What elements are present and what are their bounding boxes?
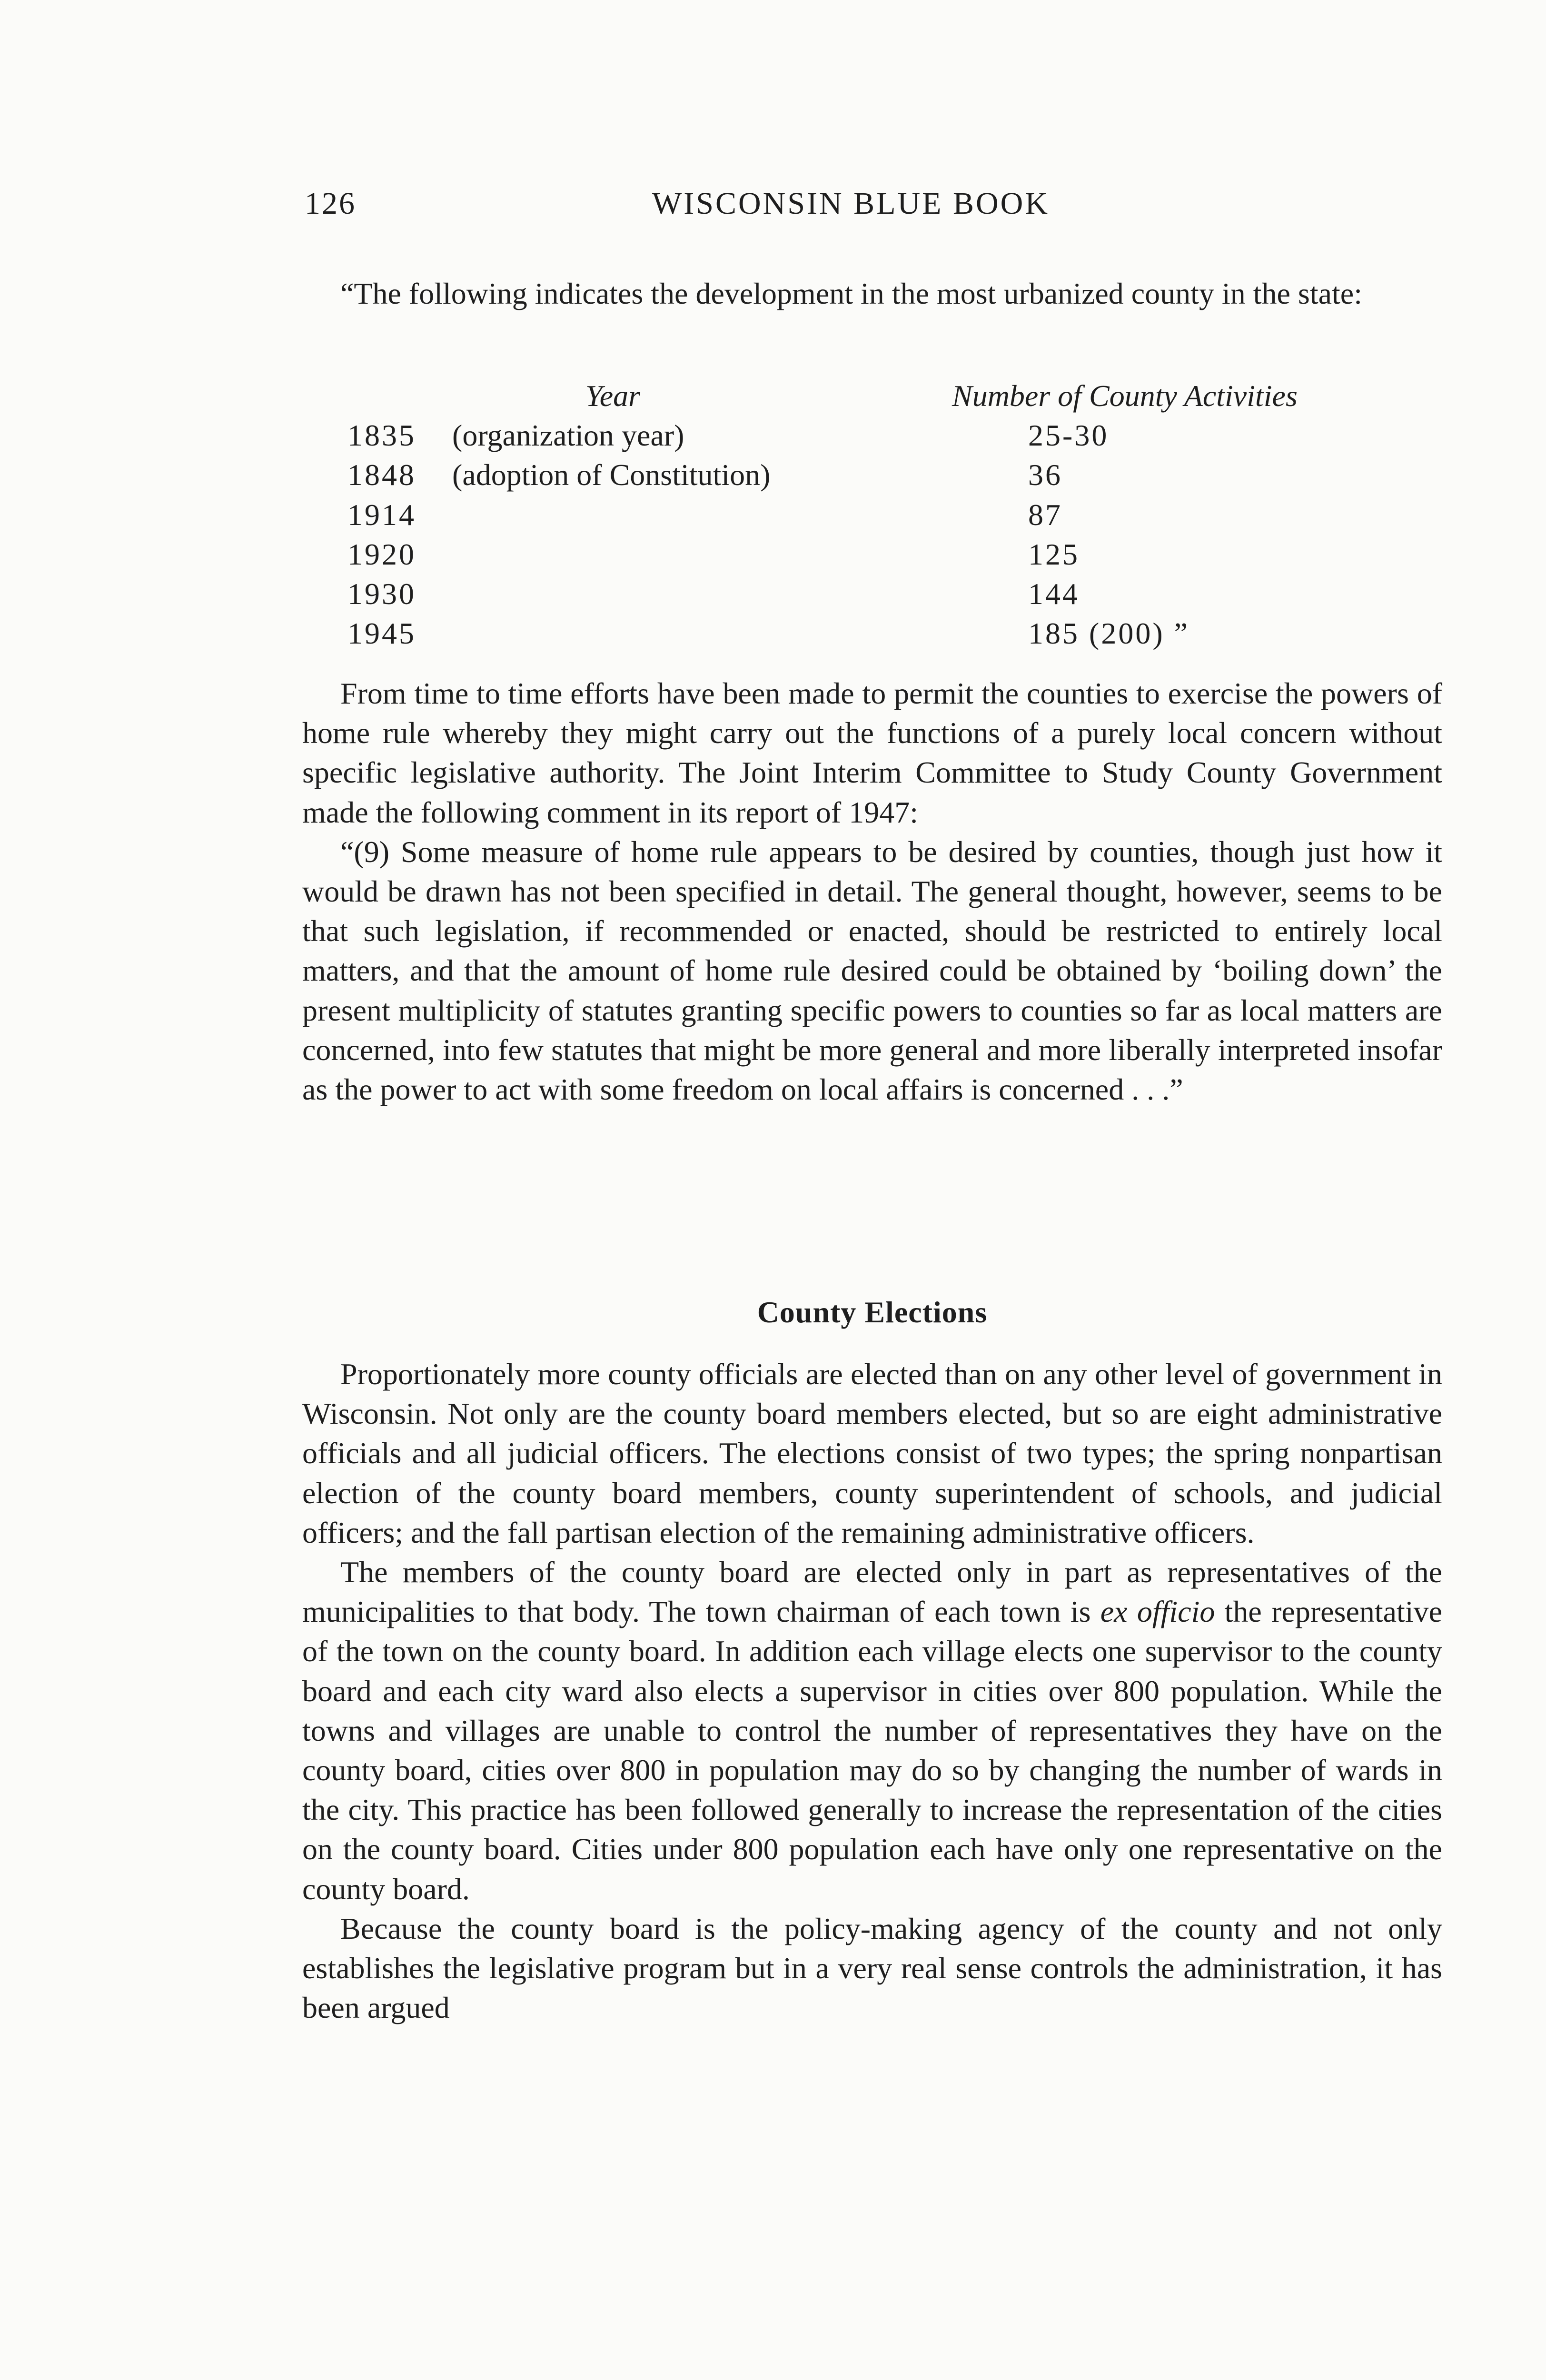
page-number: 126 xyxy=(305,186,356,221)
row-event: (adoption of Constitution) xyxy=(452,458,771,492)
home-rule-paragraph: From time to time efforts have been made to permit the counties to exercise the powers of home rule whereby they might carry out the functions of a purely local concern without specific legislative authority. The Joint Interim Committee to Study County Government made the following comment in its report of 1947: xyxy=(302,676,1442,829)
table-row xyxy=(347,535,1414,574)
paragraph-2-text-a: The members of the county board are elected only in part as representatives of the municipalities to that body. The town chairman of each town is xyxy=(302,1555,1442,1629)
table-row xyxy=(347,455,1414,495)
row-year: 1848 xyxy=(347,458,416,492)
intro-text: “The following indicates the development in the most urbanized county in the state: xyxy=(340,277,1362,310)
table-row xyxy=(347,574,1414,614)
row-year: 1914 xyxy=(347,497,416,532)
row-year: 1930 xyxy=(347,576,416,611)
table-row xyxy=(347,495,1414,535)
row-count: 125 xyxy=(1028,537,1080,571)
row-count: 87 xyxy=(1028,497,1062,532)
paragraph-2-text-b: the representative of the town on the county board. In addition each village elects one supervisor to the county board and each city ward also elects a supervisor in cities over 800 population. While the towns and villages are unable to control the number of representatives they have on the county board, cities over 800 in population may do so by changing the number of wards in the city. This practice has been followed generally to increase the representation of the cities on the county board. Cities under 800 population each have only one representative on the county board. xyxy=(302,1595,1442,1906)
elections-paragraph-2 xyxy=(302,1552,1442,1909)
table-row xyxy=(347,416,1414,455)
intro-paragraph xyxy=(302,274,1442,313)
book-title: WISCONSIN BLUE BOOK xyxy=(652,186,1050,221)
county-elections-section xyxy=(302,1354,1442,2027)
running-head xyxy=(305,186,1445,238)
row-count: 36 xyxy=(1028,458,1062,492)
row-year: 1835 xyxy=(347,418,416,453)
row-count: 25-30 xyxy=(1028,418,1109,453)
home-rule-section xyxy=(302,674,1442,1109)
row-year: 1945 xyxy=(347,616,416,651)
year-column-header: Year xyxy=(585,379,641,413)
row-count: 185 (200) ” xyxy=(1028,616,1190,651)
row-year: 1920 xyxy=(347,537,416,571)
activities-column-header: Number of County Activities xyxy=(952,379,1298,413)
row-count: 144 xyxy=(1028,576,1080,611)
committee-quote-paragraph: “(9) Some measure of home rule appears to be desired by counties, though just how it would be drawn has not been specified in detail. The general thought, however, seems to be that such legislation, if recommended or enacted, should be restricted to entirely local matters, and that the amount of home rule desired could be obtained by ‘boiling down’ the present multiplicity of statutes granting specific powers to counties so far as local matters are concerned, into few statutes that might be more general and more liberally interpreted insofar as the power to act with some freedom on local affairs is concerned . . .” xyxy=(302,834,1442,1107)
row-event: (organization year) xyxy=(452,418,684,453)
section-heading: County Elections xyxy=(757,1295,988,1329)
table-header xyxy=(347,376,1414,416)
table-row xyxy=(347,614,1414,653)
elections-paragraph-1: Proportionately more county officials are elected than on any other level of government in Wisconsin. Not only are the county board members elected, but so are eight administrative officials and all judicial officers. The elections consist of two types; the spring nonpartisan election of the county board members, county superintendent of schools, and judicial officers; and the fall partisan election of the remaining administrative officers. xyxy=(302,1357,1442,1549)
county-activities-table xyxy=(347,376,1414,653)
ex-officio-term: ex officio xyxy=(1100,1595,1215,1629)
elections-paragraph-3: Because the county board is the policy-making agency of the county and not only establishes the legislative program but in a very real sense controls the administration, it has been argued xyxy=(302,1911,1442,2025)
